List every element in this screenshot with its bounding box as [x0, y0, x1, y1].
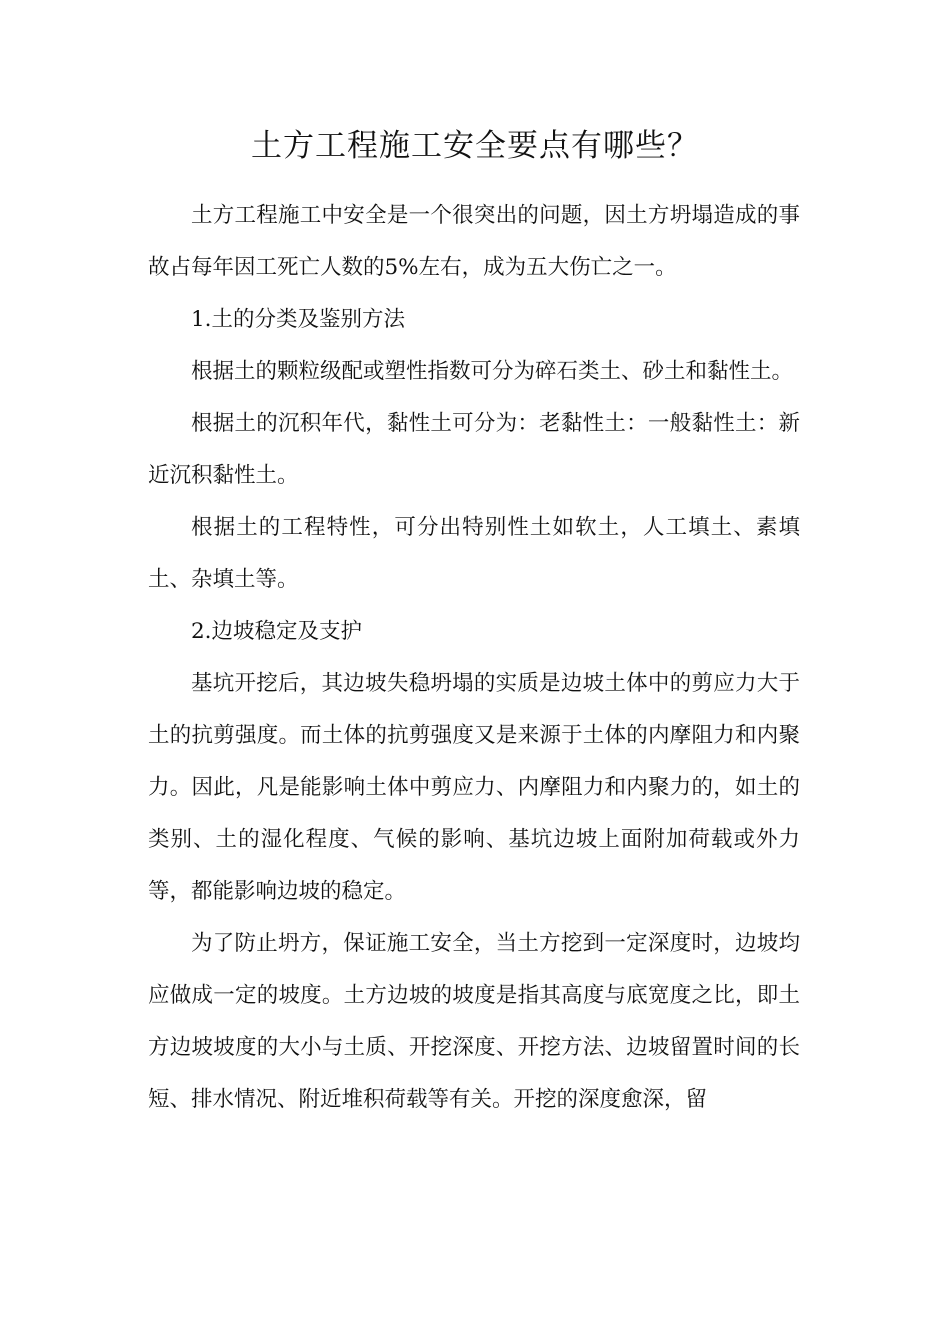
document-title: 土方工程施工安全要点有哪些？ — [251, 128, 699, 164]
paragraph-sediment-age: 根据土的沉积年代，黏性土可分为：老黏性土：一般黏性土：新近沉积黏性土。 — [148, 411, 800, 488]
section-heading-slope-stability: 2.边坡稳定及支护 — [191, 619, 363, 644]
paragraph-grading: 根据土的颗粒级配或塑性指数可分为碎石类土、砂土和黏性土。 — [191, 359, 794, 384]
paragraph-slope-failure: 基坑开挖后，其边坡失稳坍塌的实质是边坡土体中的剪应力大于土的抗剪强度。而土体的抗剪强度又是来源于土体的内摩阻力和内聚力。因此，凡是能影响土体中剪应力、内摩阻力和内聚力的，如土的类别、土的湿化程度、气候的影响、基坑边坡上面附加荷载或外力等，都能影响边坡的稳定。 — [148, 671, 800, 904]
document-body — [148, 190, 800, 1126]
paragraph-slope-gradient: 为了防止坍方，保证施工安全，当土方挖到一定深度时，边坡均应做成一定的坡度。土方边坡的坡度是指其高度与底宽度之比，即土方边坡坡度的大小与土质、开挖深度、开挖方法、边坡留置时间的长短、排水情况、附近堆积荷载等有关。开挖的深度愈深，留 — [148, 931, 800, 1112]
section-heading-soil-classification: 1.土的分类及鉴别方法 — [191, 307, 406, 332]
paragraph-engineering-properties: 根据土的工程特性，可分出特别性土如软土，人工填土、素填土、杂填土等。 — [148, 515, 800, 592]
paragraph-intro: 土方工程施工中安全是一个很突出的问题，因土方坍塌造成的事故占每年因工死亡人数的5%左右，成为五大伤亡之一。 — [148, 203, 800, 280]
